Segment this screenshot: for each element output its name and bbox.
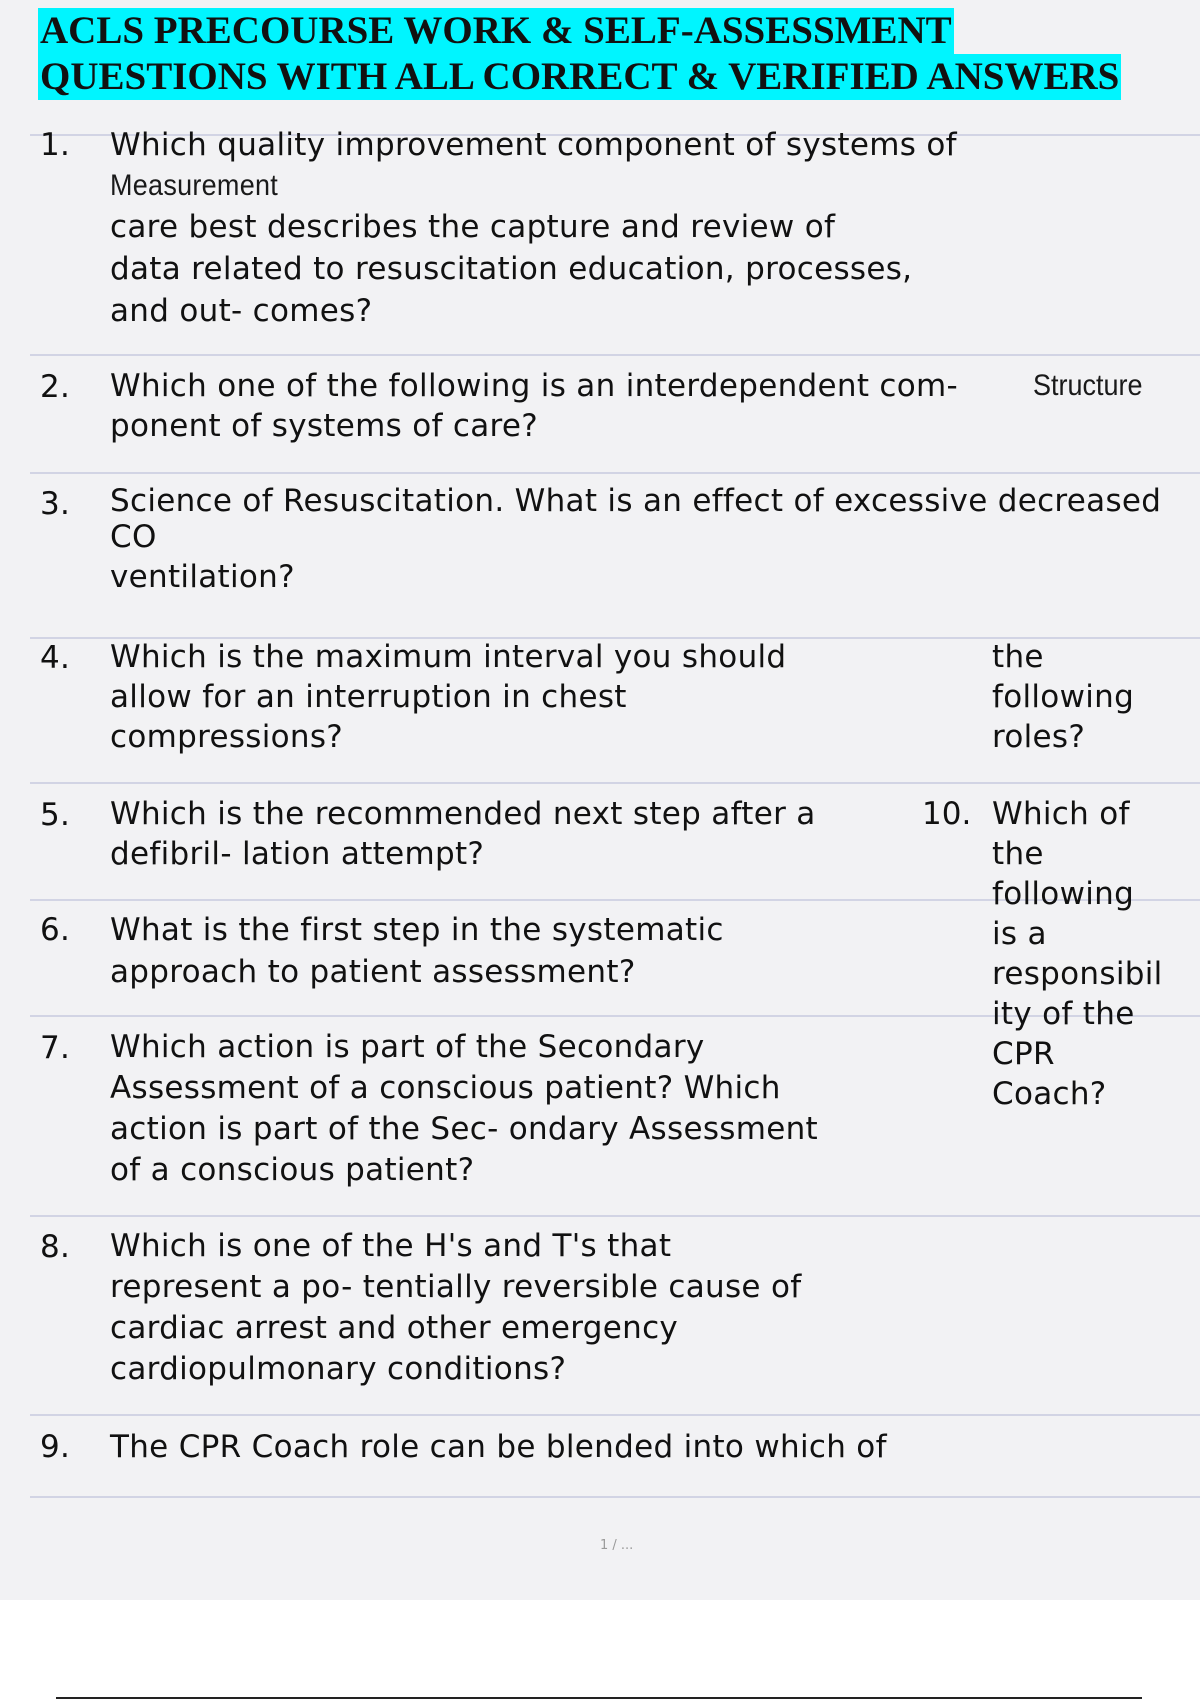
question-line: What is the first step in the systematic (110, 912, 724, 948)
title-line-2: QUESTIONS WITH ALL CORRECT & VERIFIED ANSWERS (40, 55, 1120, 98)
continuation-line: roles? (992, 719, 1086, 755)
question-number: 3. (40, 486, 71, 522)
question-line: Assessment of a conscious patient? Which (110, 1070, 781, 1106)
question-line: Which is one of the H's and T's that (110, 1228, 672, 1264)
question-line: ity of the (992, 996, 1135, 1032)
question-number: 2. (40, 369, 71, 405)
question-line: cardiac arrest and other emergency (110, 1310, 679, 1346)
question-line: of a conscious patient? (110, 1152, 475, 1188)
question-line: represent a po- tentially reversible cause of (110, 1269, 802, 1305)
question-10-number: 10. (922, 796, 972, 832)
question-line: following (992, 876, 1135, 912)
question-number: 1. (40, 127, 71, 163)
question-line: Which action is part of the Secondary (110, 1029, 705, 1065)
question-number: 6. (40, 912, 71, 948)
row-divider (30, 782, 1200, 784)
question-line: Which is the maximum interval you should (110, 639, 787, 675)
question-line: Coach? (992, 1076, 1107, 1112)
question-number: 8. (40, 1229, 71, 1265)
question-text (110, 1027, 818, 1191)
answer-text: Measurement (110, 169, 279, 202)
question-number: 5. (40, 797, 71, 833)
question-10-text (992, 794, 1163, 1114)
question-text (110, 1426, 887, 1468)
document-title (38, 8, 1121, 100)
question-line: and out- comes? (110, 293, 373, 329)
continuation-line: the (992, 639, 1044, 675)
question-line: CPR (992, 1036, 1055, 1072)
question-line: CO (110, 519, 157, 555)
question-text (110, 206, 912, 332)
question-text (110, 909, 724, 993)
row-divider (30, 472, 1200, 474)
question-line: approach to patient assessment? (110, 954, 636, 990)
question-text (110, 1226, 801, 1390)
question-number: 9. (40, 1429, 71, 1465)
page-number: 1 / ... (600, 1538, 634, 1553)
row-divider (30, 1414, 1200, 1416)
question-line: the (992, 836, 1044, 872)
question-line: compressions? (110, 719, 344, 755)
footer-divider (56, 1697, 1142, 1699)
question-line: defibril- lation attempt? (110, 836, 485, 872)
question-line: ventilation? (110, 559, 295, 595)
question-line: cardiopulmonary conditions? (110, 1351, 567, 1387)
title-line-1: ACLS PRECOURSE WORK & SELF-ASSESSMENT (40, 9, 952, 52)
question-number: 7. (40, 1030, 71, 1066)
question-text (110, 483, 1161, 599)
question-number: 4. (40, 640, 71, 676)
question-text (110, 794, 816, 874)
question-line: Which is the recommended next step after a (110, 796, 816, 832)
question-line: data related to resuscitation education, processes, (110, 251, 913, 287)
question-line: Which quality improvement component of systems of (110, 127, 957, 163)
question-text (110, 637, 786, 757)
row-divider (30, 354, 1200, 356)
question-line: responsibil (992, 956, 1163, 992)
question-line: ponent of systems of care? (110, 408, 538, 444)
question-line: Science of Resuscitation. What is an effect of excessive decreased (110, 483, 1162, 519)
question-line: The CPR Coach role can be blended into which of (110, 1429, 887, 1465)
question-text (110, 124, 957, 166)
question-line: action is part of the Sec- ondary Assessment (110, 1111, 819, 1147)
question-line: Which of (992, 796, 1130, 832)
row-divider (30, 1215, 1200, 1217)
question-line: care best describes the capture and review of (110, 209, 836, 245)
continuation-line: following (992, 679, 1135, 715)
question-text (110, 366, 958, 446)
question-line: is a (992, 916, 1047, 952)
question-9-continuation (992, 637, 1134, 757)
row-divider (30, 1496, 1200, 1498)
question-line: allow for an interruption in chest (110, 679, 627, 715)
question-line: Which one of the following is an interdependent com- (110, 368, 959, 404)
answer-text: Structure (1033, 369, 1143, 402)
